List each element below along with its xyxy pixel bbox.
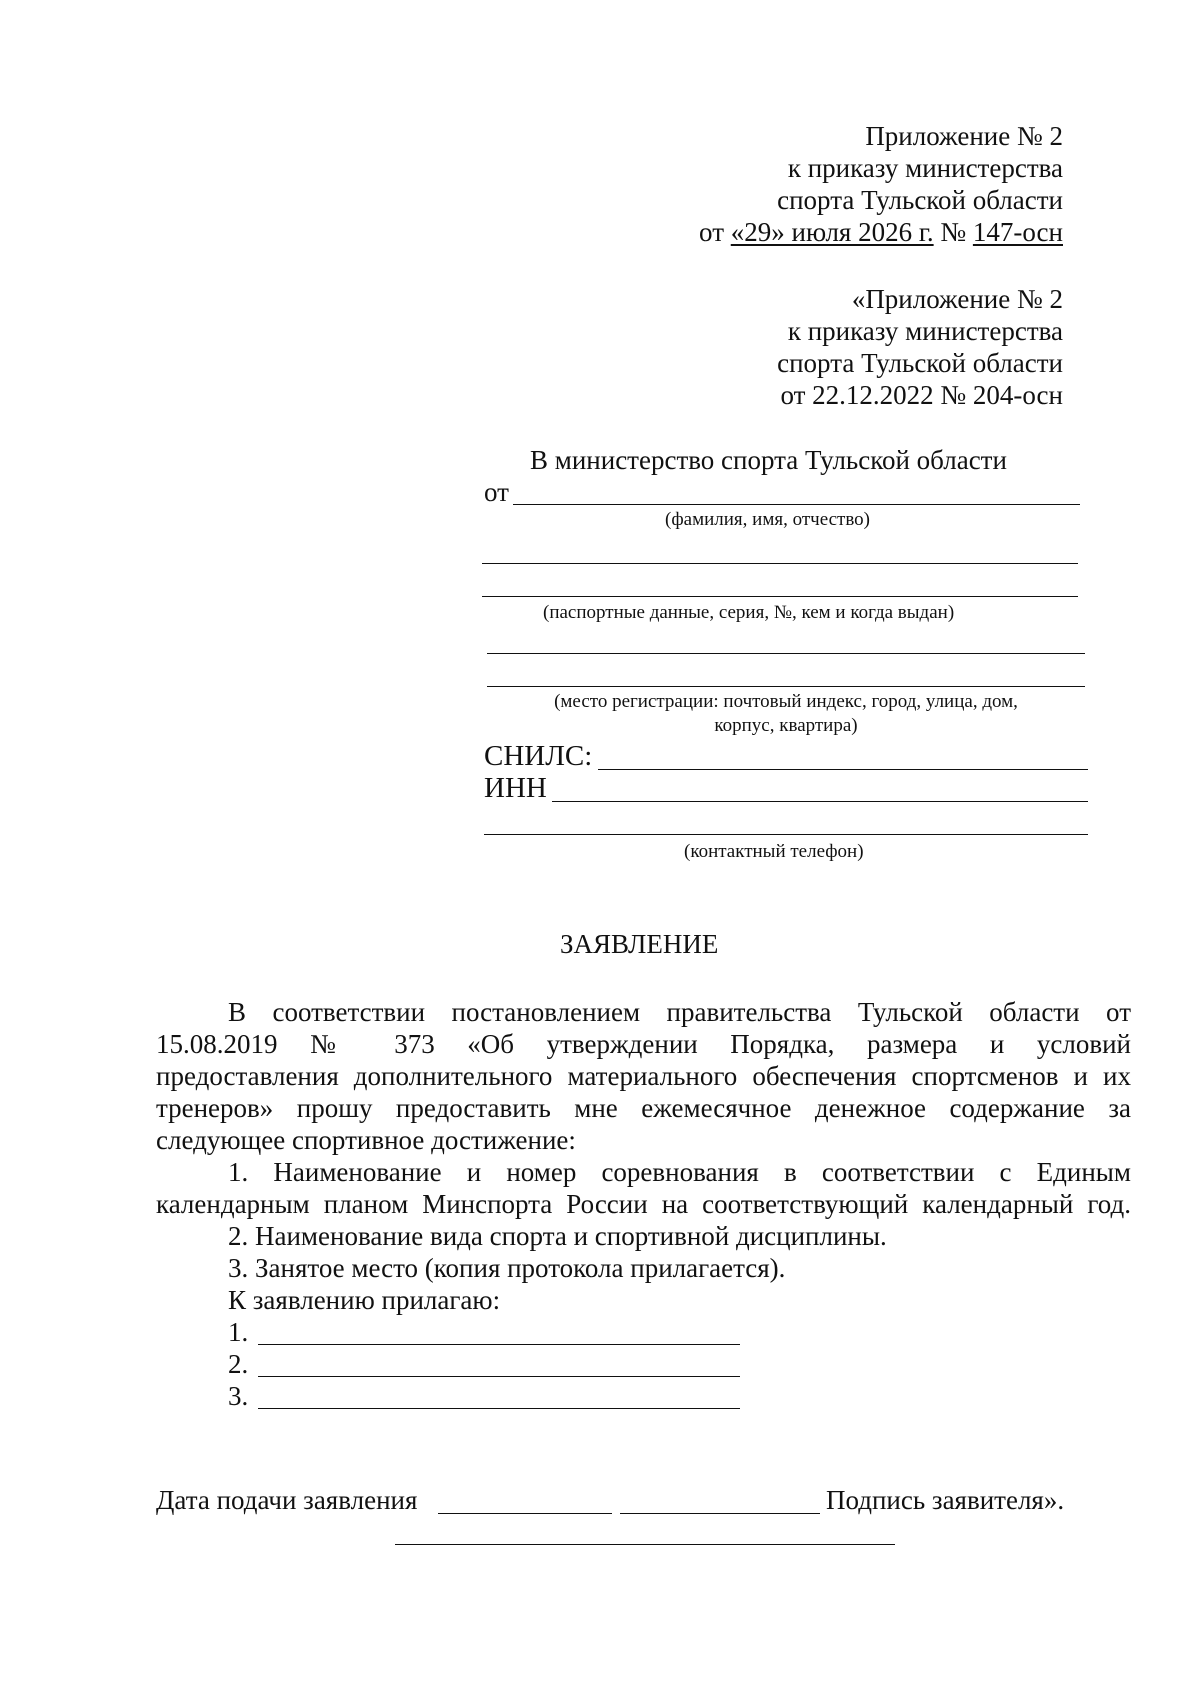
original-header-line2: к приказу министерства [787, 316, 1063, 346]
signature-field[interactable] [620, 1513, 820, 1514]
inn-field-line[interactable] [552, 801, 1088, 802]
snils-label: СНИЛС: [484, 740, 593, 772]
snils-field-line[interactable] [598, 769, 1088, 770]
item-3: 3. Занятое место (копия протокола прилагается). [228, 1253, 786, 1283]
passport-caption: (паспортные данные, серия, №, кем и когда выдан) [543, 602, 955, 623]
order-date: «29» июля 2026 г. [730, 217, 934, 247]
paragraph-line-5: следующее спортивное достижение: [156, 1125, 576, 1155]
appendix-header-line2: к приказу министерства [787, 153, 1063, 183]
order-number-prefix: № [933, 217, 973, 247]
original-header-line1: «Приложение № 2 [851, 284, 1063, 314]
fio-field-line[interactable] [513, 504, 1080, 505]
order-date-prefix: от [699, 217, 731, 247]
signature-label: Подпись заявителя». [826, 1485, 1065, 1515]
paragraph-line-3: предоставления дополнительного материального обеспечения спортсменов и их [156, 1061, 1131, 1091]
attachment-field-3[interactable] [258, 1408, 740, 1409]
item-1-line-2: календарным планом Минспорта России на соответствующий календарный год. [156, 1189, 1131, 1219]
inn-label: ИНН [484, 772, 547, 804]
original-appendix-header [463, 283, 1063, 411]
attachment-field-2[interactable] [258, 1376, 740, 1377]
phone-field-line[interactable] [484, 834, 1088, 835]
appendix-header-line4 [463, 216, 1063, 248]
item-2: 2. Наименование вида спорта и спортивной дисциплины. [228, 1221, 887, 1251]
document-title: ЗАЯВЛЕНИЕ [560, 929, 719, 959]
attachment-number-3: 3. [228, 1381, 249, 1411]
attachment-number-2: 2. [228, 1349, 249, 1379]
passport-field-line-1[interactable] [482, 563, 1078, 564]
appendix-header-line1: Приложение № 2 [865, 121, 1063, 151]
order-number: 147-осн [972, 217, 1063, 247]
registration-caption-line1: (место регистрации: почтовый индекс, город, улица, дом, [554, 691, 1018, 712]
registration-caption-line2: корпус, квартира) [714, 715, 858, 736]
appendix-header [463, 120, 1063, 248]
passport-field-line-2[interactable] [482, 596, 1078, 597]
closing-separator [395, 1544, 895, 1545]
addressee-to: В министерство спорта Тульской области [530, 445, 1007, 475]
statement-body [156, 996, 1131, 1316]
from-label: от [484, 477, 509, 507]
appendix-header-line3: спорта Тульской области [777, 185, 1063, 215]
item-1-line-1: 1. Наименование и номер соревнования в соответствии с Единым [228, 1157, 1131, 1187]
original-header-line3: спорта Тульской области [777, 348, 1063, 378]
attachments-label: К заявлению прилагаю: [228, 1285, 501, 1315]
phone-caption: (контактный телефон) [684, 841, 864, 862]
registration-field-line-1[interactable] [487, 653, 1085, 654]
attachment-number-1: 1. [228, 1317, 249, 1347]
paragraph-line-4: тренеров» прошу предоставить мне ежемесячное денежное содержание за [156, 1093, 1131, 1123]
registration-caption [487, 690, 1085, 738]
paragraph-line-2: 15.08.2019 № 373 «Об утверждении Порядка, размера и условий [156, 1029, 1131, 1059]
paragraph-line-1: В соответствии постановлением правительства Тульской области от [228, 997, 1131, 1027]
registration-field-line-2[interactable] [487, 686, 1085, 687]
original-header-line4: от 22.12.2022 № 204-осн [780, 380, 1063, 410]
fio-caption: (фамилия, имя, отчество) [665, 509, 871, 530]
submission-date-field[interactable] [438, 1513, 612, 1514]
submission-date-label: Дата подачи заявления [156, 1485, 418, 1515]
attachment-field-1[interactable] [258, 1344, 740, 1345]
